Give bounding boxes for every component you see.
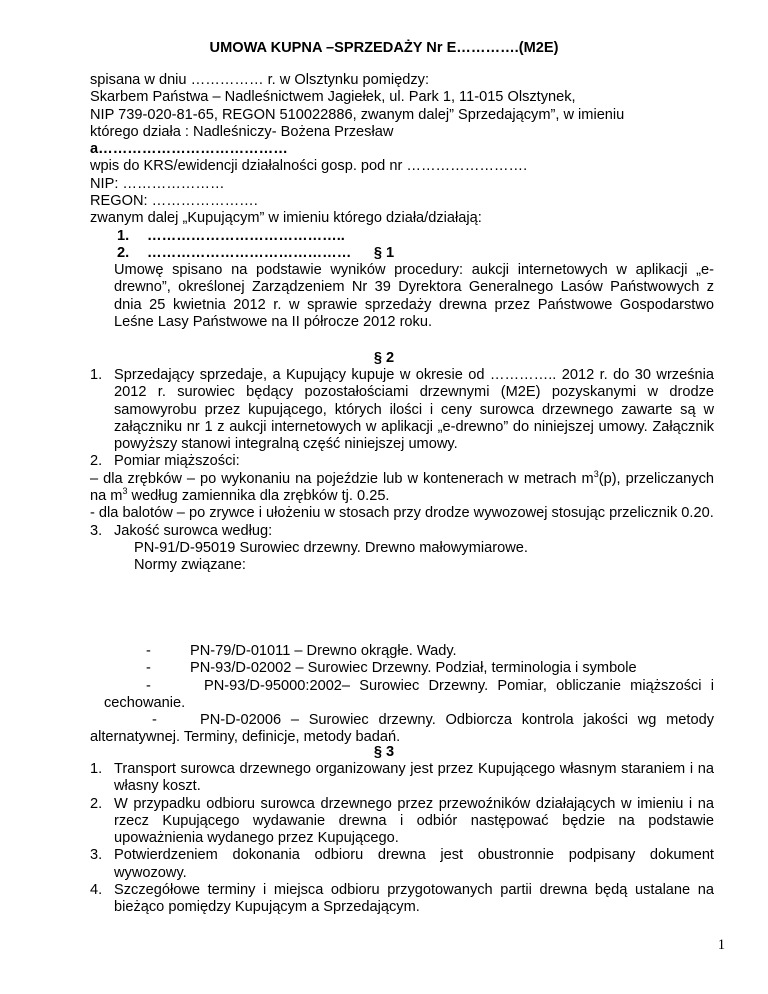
norms-list — [90, 643, 714, 747]
related-norms-label: Normy związane: — [134, 557, 246, 574]
quality-standard: PN-91/D-95019 Surowiec drzewny. Drewno małowymiarowe. — [134, 539, 528, 556]
header-line-nip-regon: NIP 739-020-81-65, REGON 510022886, zwanym dalej” Sprzedającym”, w imieniu — [90, 106, 625, 123]
section-2-heading: § 2 — [373, 350, 395, 366]
section-3-item-3 — [90, 847, 714, 882]
item-text: W przypadku odbioru surowca drzewnego przez przewoźników działających w imieniu i na rzecz Kupującego wydawanie drewna i odbiór następować będzie na podstawie upoważnienia wydanego przez Kupującego. — [114, 795, 714, 847]
header-line-krs: wpis do KRS/ewidencji działalności gosp. pod nr ……………………. — [90, 158, 528, 175]
header-line-seller: Skarbem Państwa – Nadleśnictwem Jagiełek, ul. Park 1, 11-015 Olsztynek, — [90, 89, 576, 106]
section-2-item-1 — [90, 367, 714, 453]
header-line-buyer-nip: NIP: ………………… — [90, 175, 225, 192]
norm-text: PN-D-02006 – Surowiec drzewny. Odbiorcza kontrola jakości wg metody alternatywnej. Terminy, definicje, metody badań. — [90, 712, 714, 746]
norm-item — [90, 660, 714, 677]
signatory-number: 1. — [117, 227, 130, 244]
dash: - — [146, 643, 151, 659]
dash: - — [146, 677, 151, 694]
measurement-chips — [90, 468, 715, 506]
section-3-item-4 — [90, 882, 714, 917]
section-2-item-3 — [90, 523, 714, 575]
norm-text: PN-93/D-95000:2002– Surowiec Drzewny. Pomiar, obliczanie miąższości i cechowanie. — [104, 677, 714, 711]
section-3-item-2 — [90, 796, 714, 848]
signatory-blank: ………………………………….. — [147, 227, 345, 244]
item-number: 2. — [90, 795, 103, 812]
norm-text: PN-93/D-02002 – Surowiec Drzewny. Podział, terminologia i symbole — [190, 660, 637, 677]
header-line-buyer-reps: zwanym dalej „Kupującym” w imieniu którego działa/działają: — [90, 210, 482, 227]
norm-text: PN-79/D-01011 – Drewno okrągłe. Wady. — [190, 643, 457, 659]
signatory-number: 2. — [117, 244, 130, 261]
chips-text-a: – dla zrębków – po wykonaniu na pojeździe lub w kontenerach w metrach m — [90, 470, 594, 487]
norm-item — [90, 712, 714, 747]
section-1-text: Umowę spisano na podstawie wyników procedury: aukcji internetowych w aplikacji „e-drewno”, określonej Zarządzeniem Nr 39 Dyrektora Generalnego Lasów Państwowych z dnia 25 kwietnia 2012 r. w sprawie sprzedaży drewna przez Państwowe Gospodarstwo Leśne Lasy Państwowe na II półrocze 2012 roku. — [114, 262, 714, 330]
item-text: Szczegółowe terminy i miejsca odbioru przygotowanych partii drewna będą ustalane na bieżąco pomiędzy Kupującym a Sprzedającym. — [114, 882, 714, 916]
item-number: 4. — [90, 882, 103, 899]
item-text: Transport surowca drzewnego organizowany jest przez Kupującego własnym staraniem i na własny koszt. — [114, 761, 714, 795]
section-1-heading: § 1 — [373, 245, 395, 261]
section-3-heading: § 3 — [373, 744, 395, 760]
item-text: Sprzedający sprzedaje, a Kupujący kupuje w okresie od ………….. 2012 r. do 30 września 2012 r. surowiec będący pozostałościami drzewnymi (M2E) pozyskanymi w drodze samowyrobu przez kupującego, których ilości i ceny surowca drzewnego zawarte są w załączniku nr 1 z aukcji internetowych w aplikacji „e-drewno” do niniejszej umowy. Załącznik powyższy stanowi integralną część niniejszej umowy. — [114, 367, 714, 453]
measurement-bales: - dla balotów – po zrywce i ułożeniu w stosach przy drodze wywozowej stosując przelicznik 0.20. — [90, 505, 714, 522]
item-number: 3. — [90, 847, 103, 864]
header-line-buyer: a………………………………… — [90, 141, 288, 158]
norm-item — [90, 643, 714, 660]
contract-title: UMOWA KUPNA –SPRZEDAŻY Nr E………….(M2E) — [209, 40, 559, 56]
chips-text-c: według zamiennika dla zrębków tj. 0.25. — [127, 488, 390, 505]
norm-item — [90, 678, 714, 713]
quality-label: Jakość surowca według: — [114, 522, 273, 539]
signatory-1 — [117, 228, 730, 245]
item-number: 2. — [90, 453, 103, 470]
superscript: 3 — [122, 486, 128, 497]
dash: - — [146, 660, 151, 677]
header-line-date: spisana w dniu …………… r. w Olsztynku pomiędzy: — [90, 72, 430, 88]
item-number: 1. — [90, 367, 103, 383]
measurement-label: Pomiar miąższości: — [114, 453, 240, 470]
dash: - — [152, 712, 157, 729]
item-number: 1. — [90, 761, 103, 777]
section-3-item-1 — [90, 761, 714, 796]
header-line-representative: którego działa : Nadleśniczy- Bożena Przesław — [90, 123, 394, 140]
chips-text-b: (p), przeliczanych na m — [90, 470, 715, 505]
signatory-blank: …………………………………… — [147, 244, 352, 261]
superscript: 3 — [593, 468, 599, 479]
item-number: 3. — [90, 522, 103, 539]
page-number: 1 — [717, 937, 725, 953]
item-text: Potwierdzeniem dokonania odbioru drewna jest obustronnie podpisany dokument wywozowy. — [114, 847, 714, 881]
header-line-buyer-regon: REGON: …………………. — [90, 193, 258, 210]
section-2-item-2 — [90, 453, 714, 522]
section-3-list — [90, 761, 714, 917]
section-2-list — [90, 367, 714, 575]
contract-header — [90, 72, 730, 262]
